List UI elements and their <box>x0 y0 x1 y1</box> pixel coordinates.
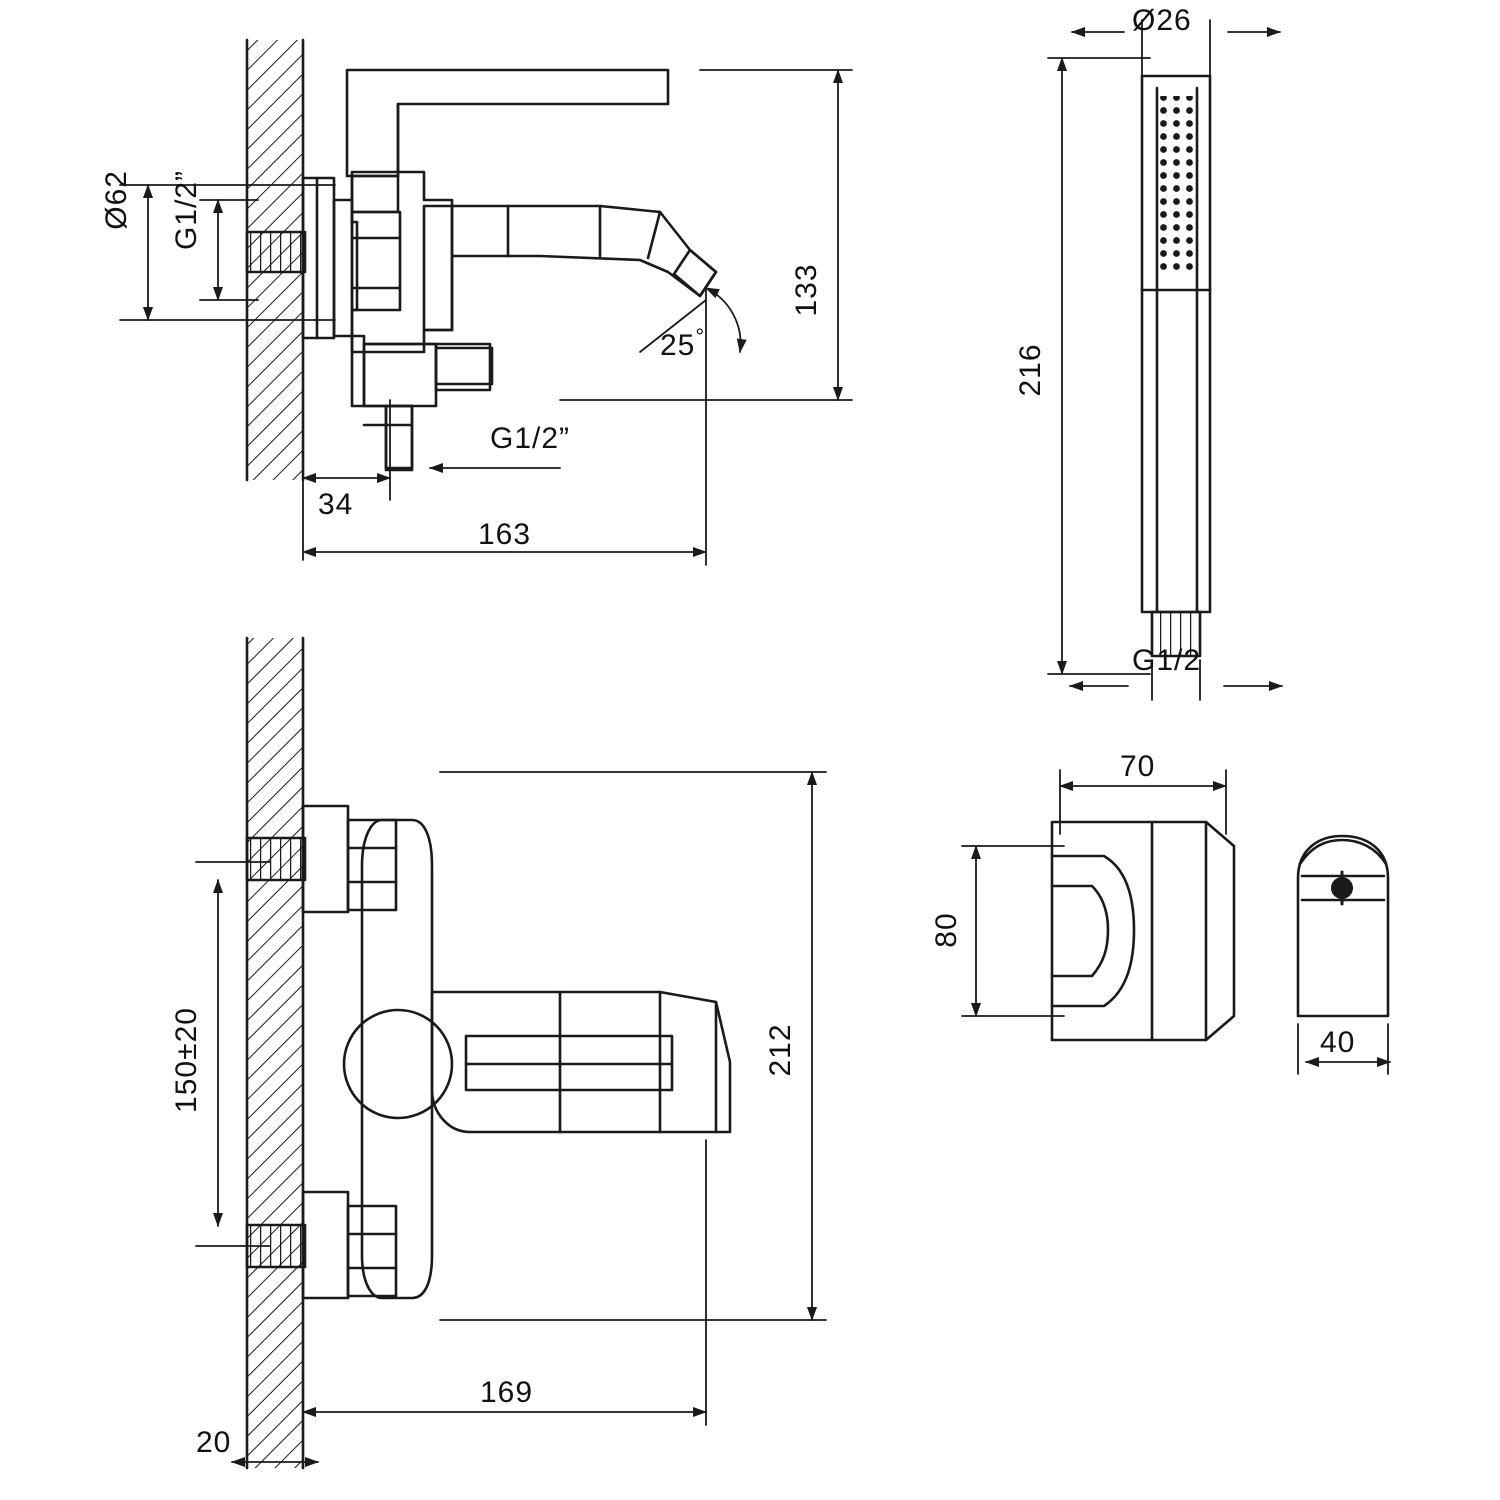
upper-inlet-thread-front <box>247 838 305 880</box>
dim-label-150-plus-minus-20: 150±20 <box>170 1007 203 1113</box>
dim-label-212: 212 <box>764 1023 797 1077</box>
cartridge-circle-front <box>344 1010 452 1118</box>
dim-label-80: 80 <box>930 912 963 948</box>
dim-label-angle-25 <box>660 326 705 361</box>
holder-side-view <box>1298 836 1388 1016</box>
holder-front-view <box>1052 822 1234 1040</box>
spout-side <box>424 206 716 330</box>
diverter-knob <box>436 348 492 384</box>
angle-value: 25 <box>660 329 696 362</box>
dim-label-diameter-26: Ø26 <box>1132 4 1192 37</box>
angle-degree-symbol: ° <box>695 324 706 349</box>
dim-label-g12-outlet: G1/2” <box>490 422 571 455</box>
shower-outlet-side <box>364 406 412 468</box>
lever-handle-side <box>347 70 668 176</box>
dim-label-34: 34 <box>318 488 354 521</box>
dim-label-216: 216 <box>1014 343 1047 397</box>
dim-label-133: 133 <box>790 263 823 317</box>
holder-cradle-cut <box>1052 856 1134 1006</box>
holder-cradle-inner <box>1052 886 1108 976</box>
diverter-stem <box>352 336 364 406</box>
spray-face-dots <box>1157 96 1197 276</box>
dim-label-hand-shower-g12: G1/2 <box>1132 644 1202 677</box>
dim-label-g12-inlet: G1/2” <box>170 170 203 251</box>
dim-label-169: 169 <box>480 1376 534 1409</box>
mixer-body-back <box>334 200 357 336</box>
lower-nut-front <box>348 1206 396 1296</box>
inlet-thread-side <box>247 232 305 272</box>
holder-front-dimension-lines <box>962 770 1226 1016</box>
dim-label-20: 20 <box>196 1426 232 1459</box>
dim-label-diameter-62: Ø62 <box>100 170 133 230</box>
mixer-cartridge-housing <box>352 172 452 352</box>
dim-label-40: 40 <box>1320 1026 1356 1059</box>
dim-label-70: 70 <box>1120 750 1156 783</box>
dim-label-163: 163 <box>478 518 532 551</box>
upper-escutcheon-front <box>303 806 348 912</box>
lower-escutcheon-front <box>303 1192 348 1298</box>
side-view-dimension-lines <box>120 70 852 565</box>
spout-front <box>432 992 730 1132</box>
escutcheon-side <box>303 178 334 338</box>
wall-hatch-front-view <box>247 638 303 1468</box>
holder-body-side <box>1298 836 1388 1016</box>
inlet-nut-side <box>352 212 400 310</box>
hand-shower-view <box>1142 76 1210 656</box>
upper-nut-front <box>348 820 396 910</box>
